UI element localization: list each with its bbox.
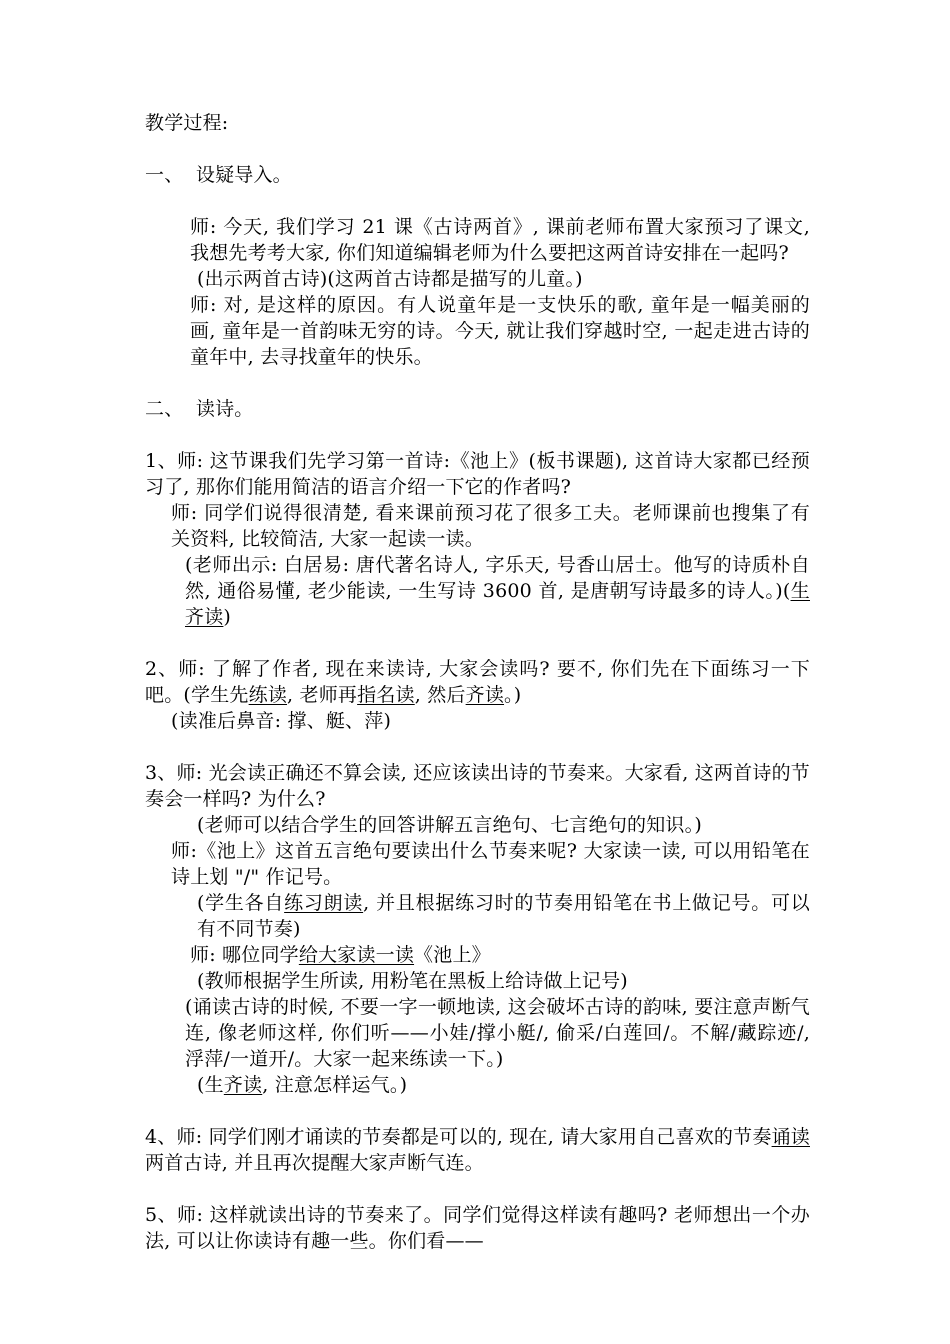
section-2-title: 二、 读诗。	[145, 398, 254, 420]
item-3-mark-rhythm: 师:《池上》这首五言绝句要读出什么节奏来呢? 大家读一读, 可以用铅笔在诗上划 "/" 作记号。	[171, 840, 810, 888]
item-5-fun-reading: 5、师: 这样就读出诗的节奏来了。同学们觉得这样读有趣吗? 老师想出一个办法, 可以让你读诗有趣一些。你们看——	[145, 1204, 810, 1252]
section-1-title: 一、 设疑导入。	[145, 164, 292, 186]
paragraph-show-poems: (出示两首古诗)(这两首古诗都是描写的儿童。)	[197, 268, 583, 290]
underlined-text: 练读	[248, 684, 288, 706]
underlined-text: 诵读	[771, 1126, 810, 1148]
item-1-author-info: (老师出示: 白居易: 唐代著名诗人, 字乐天, 号香山居士。他写的诗质朴自然, 通俗易懂, 老少能读, 一生写诗 3600 首, 是唐朝写诗最多的诗人。)(生齐读)	[185, 554, 810, 628]
underlined-text: 给大家读一读	[298, 944, 415, 966]
underlined-text: 练习朗读	[284, 892, 364, 914]
item-4-recite: 4、师: 同学们刚才诵读的节奏都是可以的, 现在, 请大家用自己喜欢的节奏诵读两首古诗, 并且再次提醒大家声断气连。	[145, 1126, 810, 1174]
paragraph-childhood: 师: 对, 是这样的原因。有人说童年是一支快乐的歌, 童年是一幅美丽的画, 童年是一首韵味无穷的诗。今天, 就让我们穿越时空, 一起走进古诗的童年中, 去寻找童年的快乐。	[190, 294, 810, 368]
paragraph-intro-question: 师: 今天, 我们学习 21 课《古诗两首》, 课前老师布置大家预习了课文, 我想先考考大家, 你们知道编辑老师为什么要把这两首诗安排在一起吗?	[190, 216, 817, 264]
underlined-text: 指名读	[357, 684, 415, 706]
item-3-board-marks: (教师根据学生所读, 用粉笔在黑板上给诗做上记号)	[197, 970, 628, 992]
underlined-text: 生齐读	[185, 580, 810, 628]
item-1-question: 1、师: 这节课我们先学习第一首诗:《池上》(板书课题), 这首诗大家都已经预习了, 那你们能用简洁的语言介绍一下它的作者吗?	[145, 450, 810, 498]
item-3-read-aloud: 师: 哪位同学给大家读一读《池上》	[190, 944, 491, 966]
underlined-text: 齐读	[223, 1074, 263, 1096]
item-3-group-reading: (生齐读, 注意怎样运气。)	[197, 1074, 408, 1096]
item-3-student-practice: (学生各自练习朗读, 并且根据练习时的节奏用铅笔在书上做记号。可以有不同节奏)	[197, 892, 810, 940]
item-3-recitation-tips: (诵读古诗的时候, 不要一字一顿地读, 这会破坏古诗的韵味, 要注意声断气连, 像老师这样, 你们听——小娃/撑小艇/, 偷采/白莲回/。不解/藏踪迹/, 浮萍/一道开/。大家一起来练读一下。)	[185, 996, 817, 1070]
item-3-rhythm-question: 3、师: 光会读正确还不算会读, 还应该读出诗的节奏来。大家看, 这两首诗的节奏会一样吗? 为什么?	[145, 762, 810, 810]
item-1-materials: 师: 同学们说得很清楚, 看来课前预习花了很多工夫。老师课前也搜集了有关资料, 比较简洁, 大家一起读一读。	[171, 502, 810, 550]
underlined-text: 齐读	[465, 684, 505, 706]
section-heading: 教学过程:	[145, 112, 229, 134]
item-2-reading: 2、师: 了解了作者, 现在来读诗, 大家会读吗? 要不, 你们先在下面练习一下吧。(学生先练读, 老师再指名读, 然后齐读。)	[145, 658, 810, 706]
item-2-pronunciation: (读准后鼻音: 撑、艇、萍)	[171, 710, 392, 732]
document-body	[145, 110, 817, 1254]
item-3-teacher-note: (老师可以结合学生的回答讲解五言绝句、七言绝句的知识。)	[197, 814, 702, 836]
